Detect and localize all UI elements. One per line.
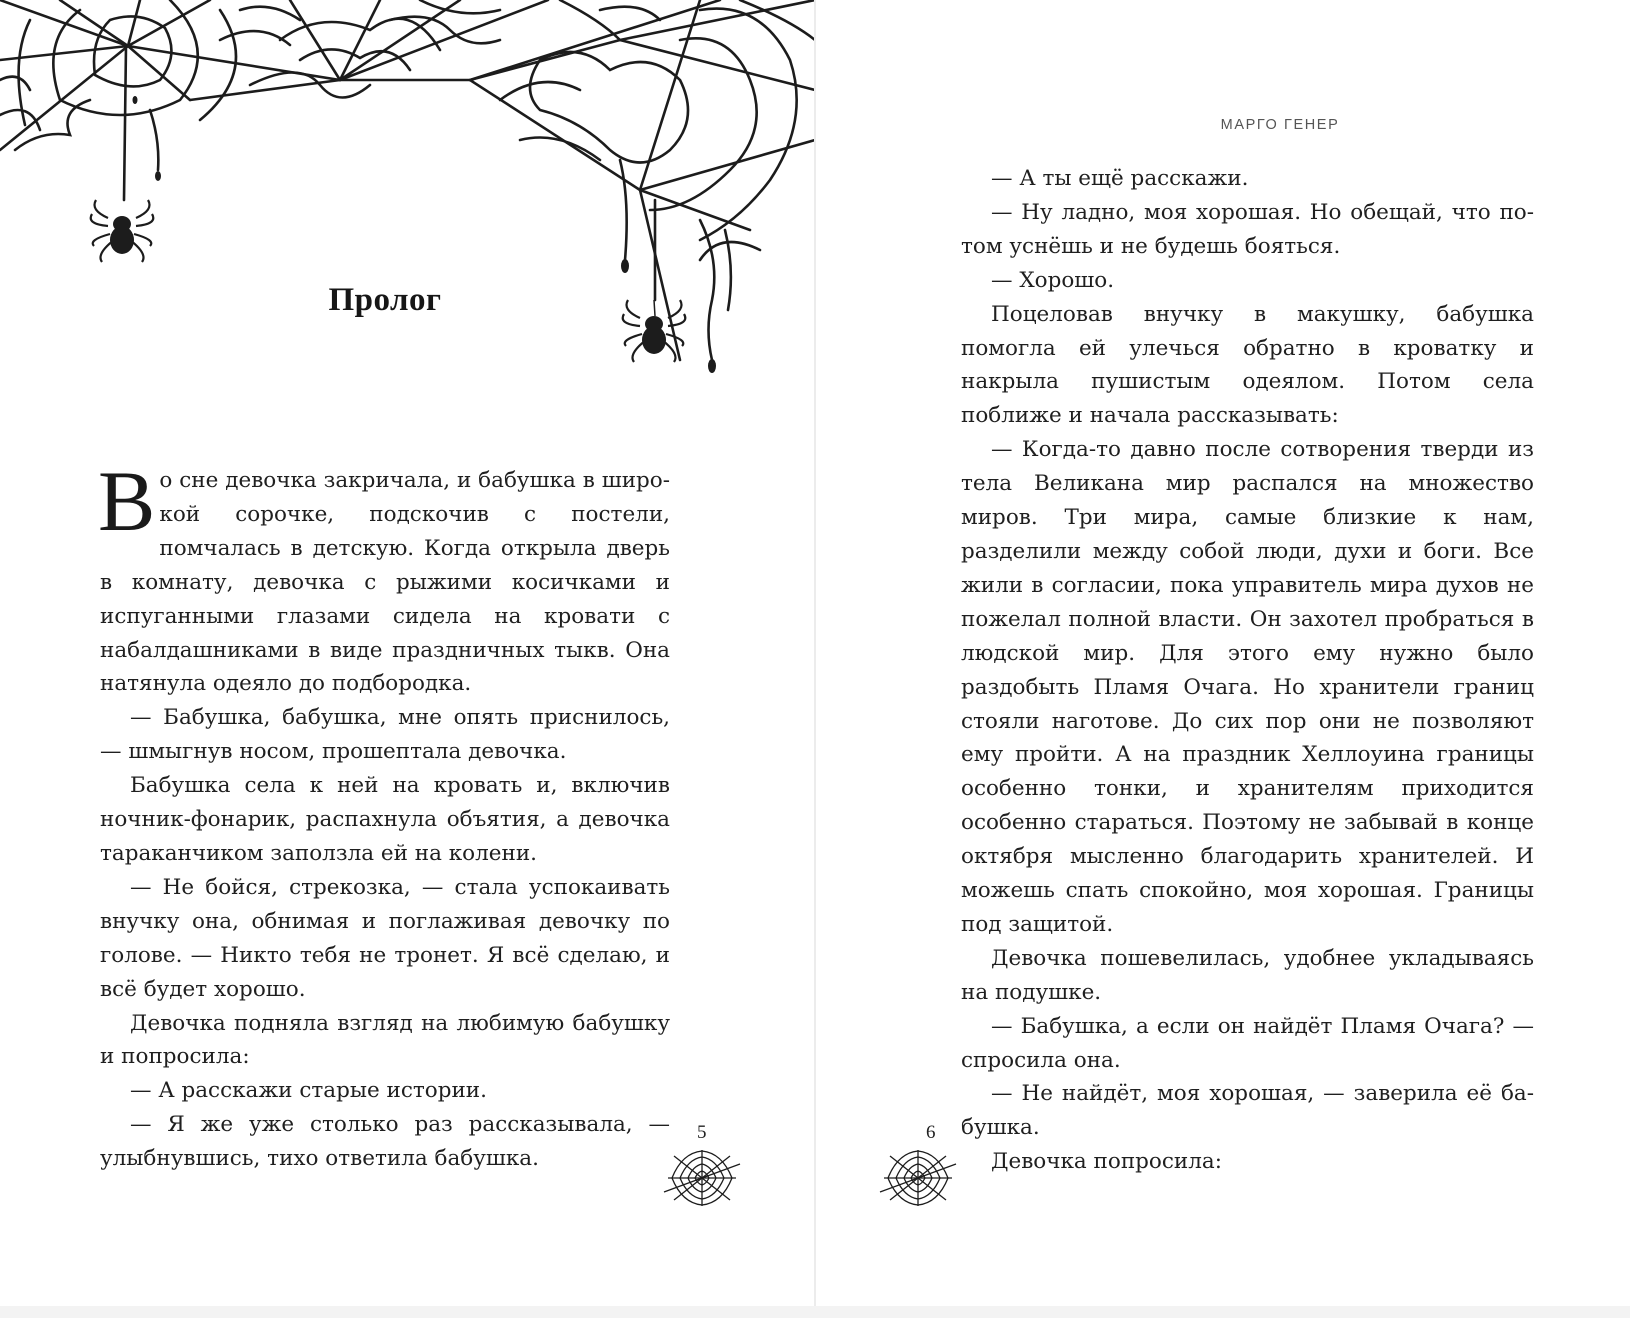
page-bottom-edge [0, 1306, 1630, 1318]
paragraph: Поцеловав внучку в макушку, бабушка помогла ей улечься обратно в кроватку и накрыла пушистым одеялом. Потом села поближе и начала рассказывать: [961, 301, 1534, 429]
paragraph: — Бабушка, бабушка, мне опять приснилось, — шмыгнув носом, прошептала девочка. [100, 705, 670, 765]
paragraph: — А ты ещё расскажи. [991, 166, 1249, 191]
paragraph: Девочка пошевелилась, удобнее укладываясь на подушке. [961, 945, 1534, 1005]
paragraph: Во сне девочка закричала, и бабушка в широкой сорочке, подскочив с постели, помчалась в детскую. Когда открыла дверь в комнату, девочка с рыжими косичками и испуганными глазами сидела на кровати с набалдашниками в виде праздничных тыкв. Она натянула одеяло до подбородка. [98, 453, 670, 697]
paragraph: — Не найдёт, моя хорошая, — заверила её бабушка. [961, 1081, 1534, 1141]
paragraph: — Не бойся, стрекозка, — стала успокаивать внучку она, обнимая и поглаживая девочку по голове. — Никто тебя не тронет. Я всё сделаю, и всё будет хорошо. [100, 874, 670, 1002]
small-spiderweb-icon [662, 1148, 742, 1208]
small-spiderweb-icon [878, 1148, 958, 1208]
chapter-title: Пролог [328, 282, 442, 318]
paragraph: — Я же уже столько раз рассказывала, — улыбнувшись, тихо ответила бабушка. [100, 1112, 670, 1172]
paragraph: — Хорошо. [991, 267, 1115, 293]
paragraph: — Когда-то давно после сотворения тверди из тела Великана мир распался на множество миров. Три мира, самые близкие к нам, разделили между собой люди, духи и боги. Все жили в согласии, пока управитель мира духов не пожелал полной власти. Он захотел пробраться в людской мир. Для этого ему нужно было раздобыть Пламя Очага. Но хранители границ стояли наготове. До сих пор они не позволяют ему пройти. А на праздник Хеллоуина границы особенно тонки, и хранителям приходится особенно стараться. Поэтому не забывай в конце октября мысленно благодарить хранителей. И можешь спать спокойно, моя хорошая. Границы под защитой. [961, 437, 1534, 937]
paragraph: Девочка попросила: [991, 1149, 1222, 1175]
paragraph: — А расскажи старые истории. [130, 1078, 487, 1104]
left-page-body [98, 453, 670, 1176]
drop-cap: В [98, 453, 156, 549]
paragraph: Девочка подняла взгляд на любимую бабушку и попросила: [100, 1010, 670, 1070]
cobweb-illustration [0, 0, 815, 400]
right-page-body [961, 162, 1534, 1179]
paragraph: — Ну ладно, моя хорошая. Но обещай, что потом уснёшь и не будешь бояться. [961, 199, 1534, 259]
running-head: МАРГО ГЕНЕР [1220, 117, 1340, 133]
page-number: 6 [926, 1122, 936, 1143]
page-number: 5 [697, 1122, 707, 1143]
paragraph: Бабушка села к ней на кровать и, включив ночник-фонарик, распахнула объятия, а девочка тараканчиком заползла ей на колени. [100, 773, 670, 866]
paragraph: — Бабушка, а если он найдёт Пламя Очага? — спросила она. [961, 1013, 1534, 1073]
